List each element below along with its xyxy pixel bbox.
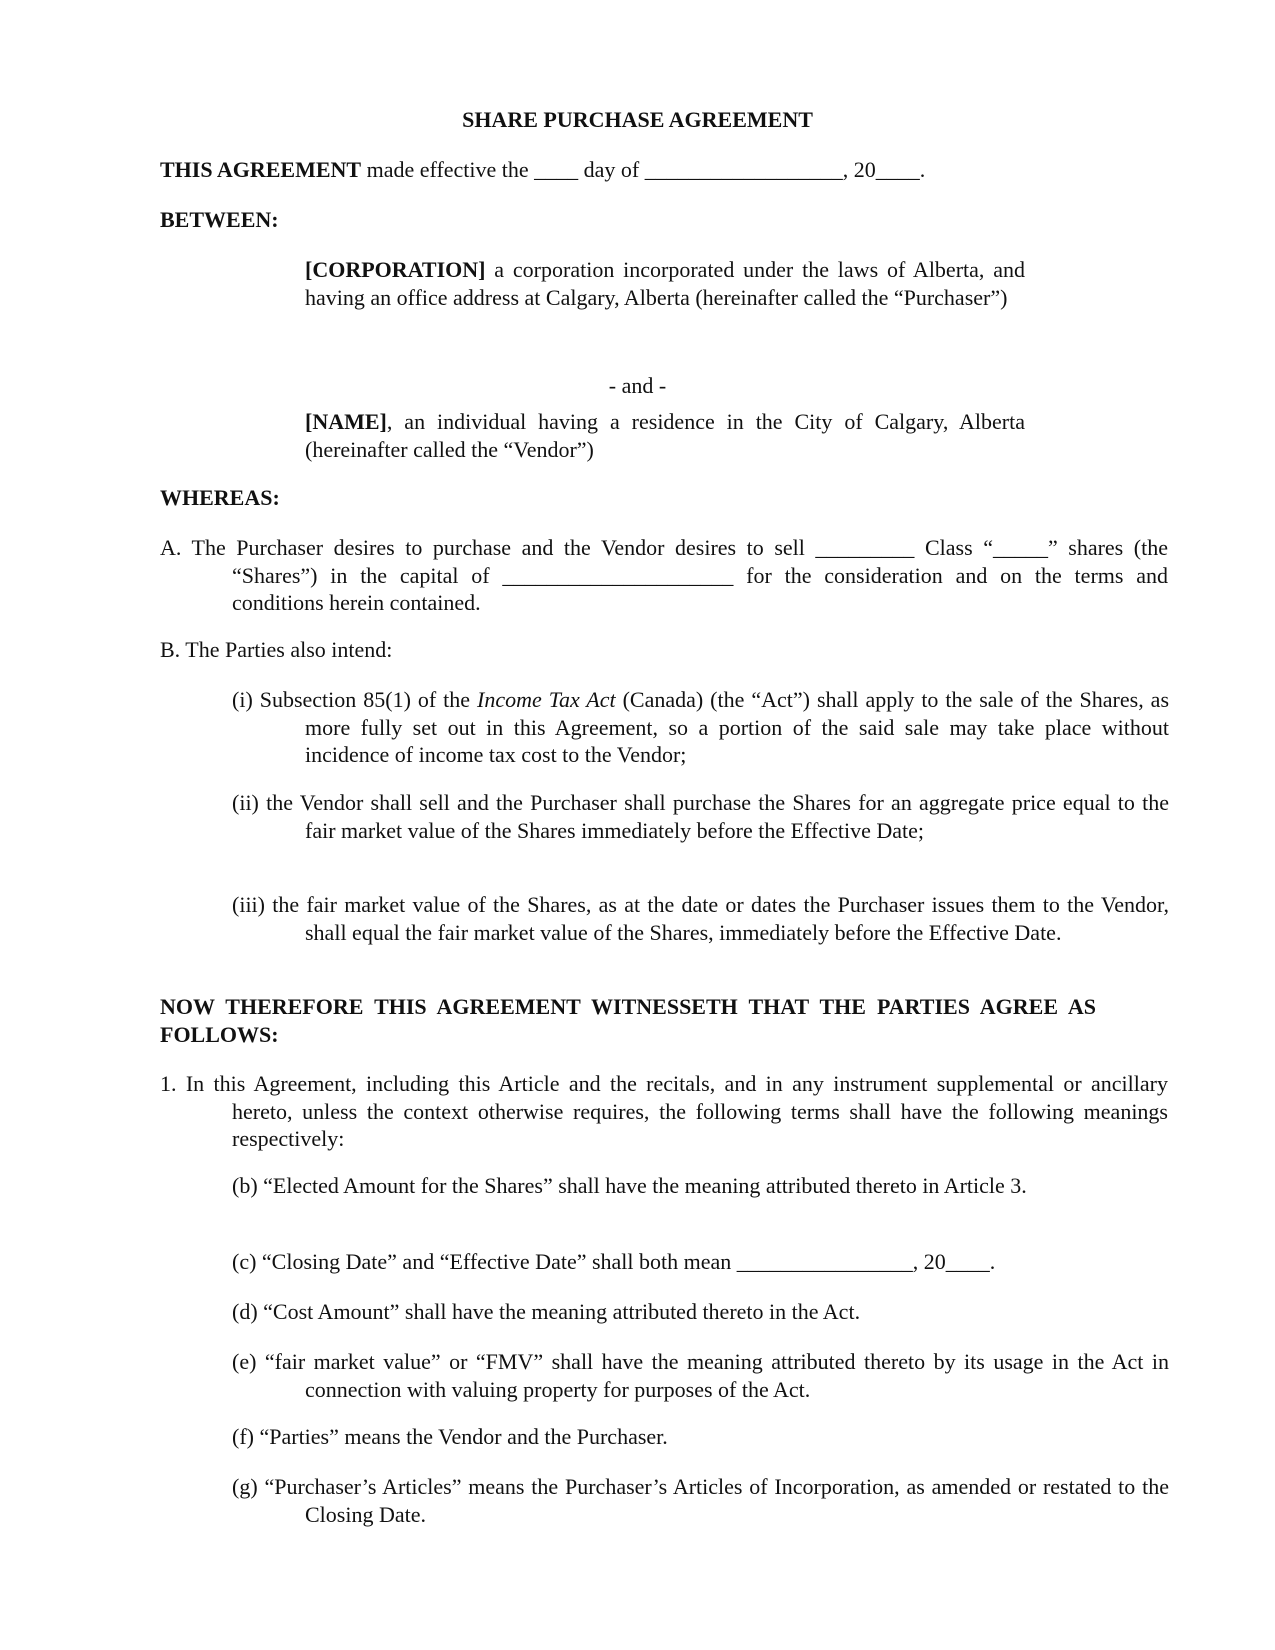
intend-iii: (iii) the fair market value of the Shares, as at the date or dates the Purchaser issues them to the Vendor, shall equal the fair market value of the Shares, immediately before the Effective Date. (232, 892, 1169, 945)
intend-i-post: (Canada) (the “Act”) shall apply to the sale of the Shares, as more fully set out in this Agreement, so a portion of the said sale may take place without incidence of income tax cost to the Vendor; (305, 687, 1170, 767)
recital-b: B. The Parties also intend: (160, 637, 393, 662)
intend-i-act-title: Income Tax Act (477, 687, 616, 712)
party-purchaser-name: [CORPORATION] (305, 257, 486, 282)
recital-a: A. The Purchaser desires to purchase and the Vendor desires to sell _________ Class “_____” shares (the “Shares”) in the capital of _____________________ for the consideration and on the terms and conditions herein contained. (160, 535, 1168, 615)
intro-paragraph (160, 156, 1096, 184)
definition-b: (b) “Elected Amount for the Shares” shall have the meaning attributed thereto in Article 3. (232, 1173, 1027, 1198)
party-vendor-name: [NAME] (305, 409, 387, 434)
document-title: SHARE PURCHASE AGREEMENT (462, 107, 813, 132)
and-separator: - and - (608, 373, 667, 398)
intend-i (232, 686, 1169, 769)
article-1: 1. In this Agreement, including this Article and the recitals, and in any instrument supplemental or ancillary hereto, unless the context otherwise requires, the following terms shall have the following meanings respectively: (160, 1071, 1168, 1151)
party-purchaser (305, 256, 1025, 311)
definition-e: (e) “fair market value” or “FMV” shall have the meaning attributed thereto by its usage in the Act in connection with valuing property for purposes of the Act. (232, 1349, 1169, 1402)
intro-rest: made effective the ____ day of __________________, 20____. (361, 157, 926, 182)
definition-c: (c) “Closing Date” and “Effective Date” shall both mean ________________, 20____. (232, 1249, 996, 1274)
witnesseth-heading: NOW THEREFORE THIS AGREEMENT WITNESSETH THAT THE PARTIES AGREE AS FOLLOWS: (160, 994, 1096, 1047)
between-label: BETWEEN: (160, 207, 279, 232)
definition-g: (g) “Purchaser’s Articles” means the Purchaser’s Articles of Incorporation, as amended or restated to the Closing Date. (232, 1474, 1169, 1527)
intro-lead: THIS AGREEMENT (160, 157, 362, 182)
party-vendor (305, 408, 1025, 463)
party-purchaser-desc: a corporation incorporated under the laws of Alberta, and having an office address at Calgary, Alberta (hereinafter called the “Purchaser”) (305, 257, 1025, 310)
definition-f: (f) “Parties” means the Vendor and the Purchaser. (232, 1424, 668, 1449)
definition-d: (d) “Cost Amount” shall have the meaning attributed thereto in the Act. (232, 1299, 861, 1324)
intend-i-pre: (i) Subsection 85(1) of the (232, 687, 478, 712)
intend-ii: (ii) the Vendor shall sell and the Purchaser shall purchase the Shares for an aggregate price equal to the fair market value of the Shares immediately before the Effective Date; (232, 790, 1169, 843)
whereas-label: WHEREAS: (160, 485, 280, 510)
party-vendor-desc: , an individual having a residence in the City of Calgary, Alberta (hereinafter called the “Vendor”) (305, 409, 1025, 462)
